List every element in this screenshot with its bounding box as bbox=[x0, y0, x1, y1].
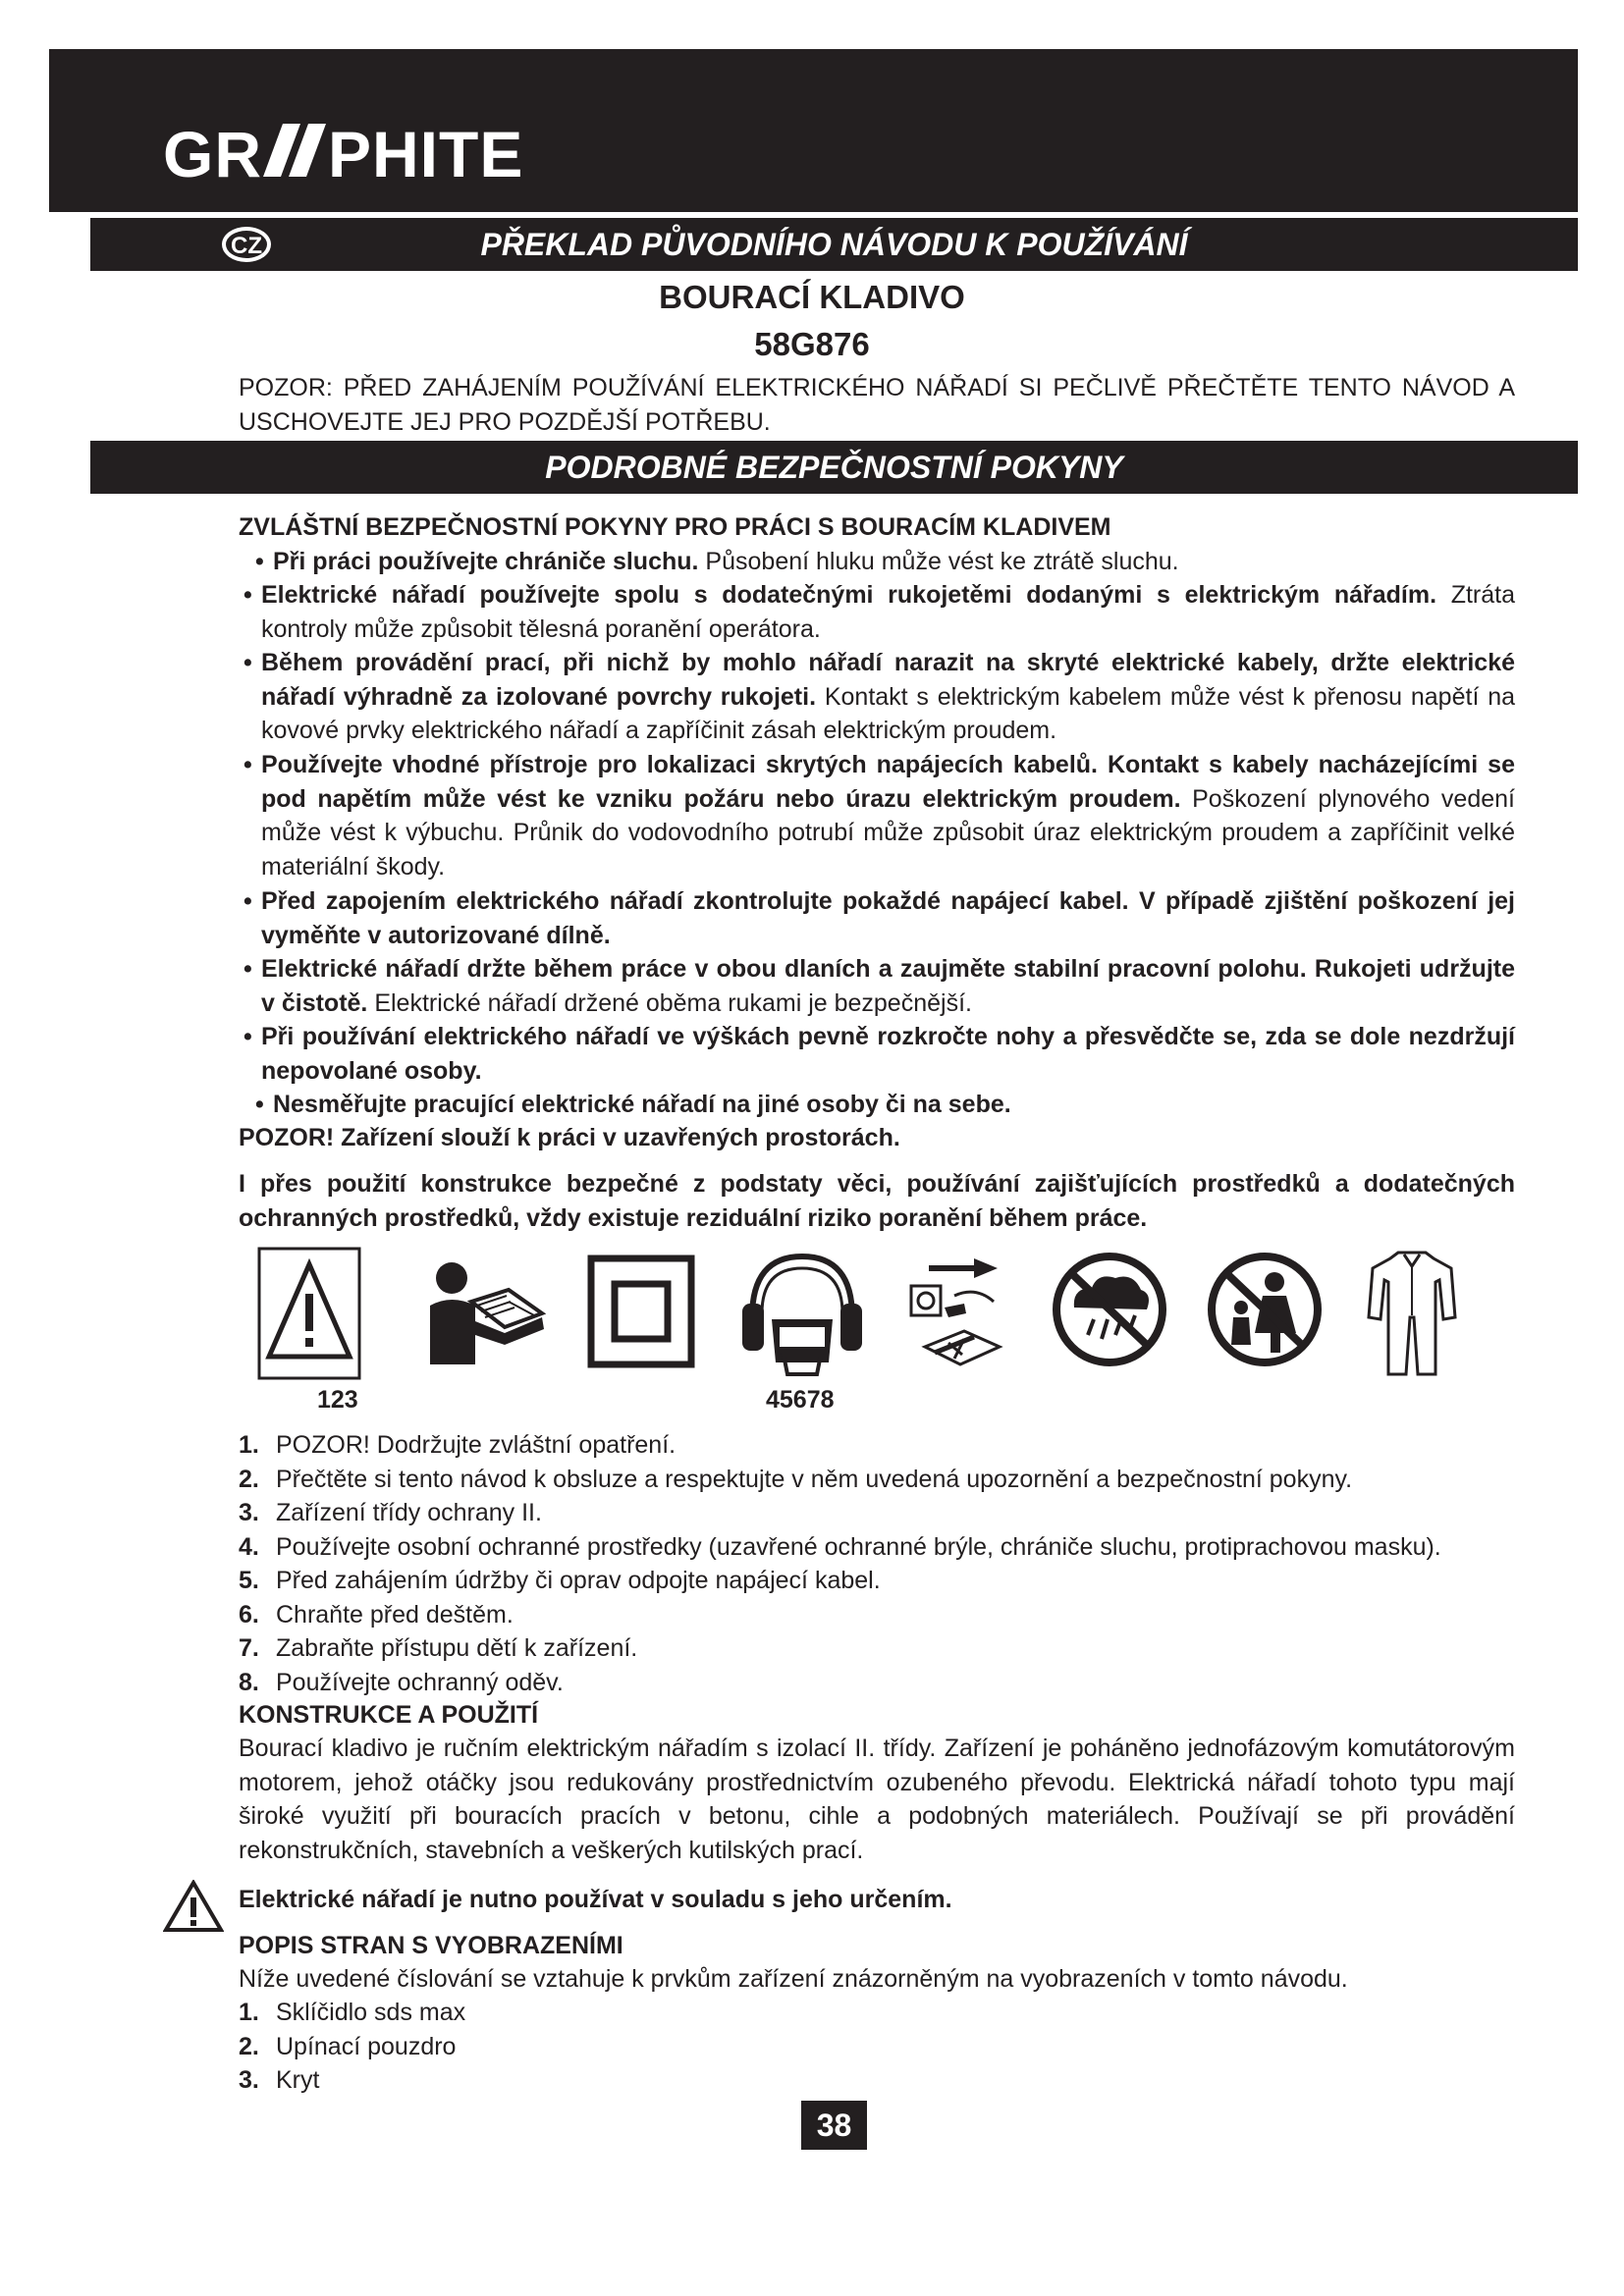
safety-title-bar bbox=[90, 441, 1578, 494]
list-item: 6. Chraňte před deštěm. bbox=[239, 1600, 514, 1629]
safety-bullet-6: • Elektrické nářadí držte během práce v obou dlaních a zaujměte stabilní pracovní polohu. Rukojeti udržujte v čistotě. Elektrické nářadí držené oběma rukami je bezpečnější. bbox=[244, 955, 1515, 1017]
protective-clothing-icon bbox=[1365, 1247, 1459, 1380]
safety-section-title: PODROBNÉ BEZPEČNOSTNÍ POKYNY bbox=[545, 449, 1123, 485]
residual-risk-note: I přes použití konstrukce bezpečné z podstaty věci, používání zajišťujících prostředků a dodatečných ochranných prostředků, vždy existuje reziduální riziko poranění během práce. bbox=[239, 1170, 1515, 1232]
list-item: 2. Přečtěte si tento návod k obsluze a respektujte v něm uvedená upozornění a bezpečnostní pokyny. bbox=[239, 1465, 1353, 1493]
unplug-before-maintenance-icon bbox=[905, 1256, 1013, 1372]
keep-children-away-icon bbox=[1206, 1251, 1324, 1368]
description-heading: POPIS STRAN S VYOBRAZENÍMI bbox=[239, 1932, 623, 1959]
list-item: 3. Kryt bbox=[239, 2066, 320, 2094]
translation-title: PŘEKLAD PŮVODNÍHO NÁVODU K POUŽÍVÁNÍ bbox=[480, 226, 1188, 262]
svg-text:PHITE: PHITE bbox=[328, 118, 524, 187]
class-ii-insulation-icon bbox=[587, 1255, 695, 1368]
warning-triangle-small-icon bbox=[163, 1880, 224, 1933]
pictogram-label-right: 45678 bbox=[766, 1386, 835, 1414]
list-item: 4. Používejte osobní ochranné prostředky (uzavřené ochranné brýle, chrániče sluchu, protiprachovou masku). bbox=[239, 1532, 1441, 1561]
safety-bullet-7: • Při používání elektrického nářadí ve výškách pevně rozkročte nohy a přesvědčte se, zda se dole nezdržují nepovolané osoby. bbox=[244, 1023, 1515, 1085]
no-rain-icon bbox=[1051, 1251, 1168, 1368]
pictogram-legend bbox=[239, 1428, 1554, 1699]
list-item: 2. Upínací pouzdro bbox=[239, 2032, 457, 2060]
warning-line-2: USCHOVEJTE JEJ PRO POZDĚJŠÍ POTŘEBU. bbox=[239, 408, 771, 436]
pictogram-row bbox=[257, 1247, 1465, 1384]
list-item: 1. Sklíčidlo sds max bbox=[239, 1999, 466, 2026]
graphite-logo bbox=[163, 118, 595, 187]
list-item: 3. Zařízení třídy ochrany II. bbox=[239, 1499, 542, 1526]
list-item: 5. Před zahájením údržby či oprav odpojte napájecí kabel. bbox=[239, 1567, 881, 1594]
svg-text:CZ: CZ bbox=[231, 233, 262, 259]
cz-language-badge bbox=[220, 225, 273, 264]
safety-bullet-8: • Nesměřujte pracující elektrické nářadí na jiné osoby či na sebe. bbox=[255, 1091, 1011, 1118]
pictogram-label-left: 123 bbox=[317, 1386, 358, 1414]
description-intro: Níže uvedené číslování se vztahuje k prvkům zařízení znázorněným na vyobrazeních v tomto návodu. bbox=[239, 1965, 1348, 1993]
page-number bbox=[801, 2101, 867, 2150]
warning-line-1: POZOR: PŘED ZAHÁJENÍM POUŽÍVÁNÍ ELEKTRICKÉHO NÁŘADÍ SI PEČLIVĚ PŘEČTĚTE TENTO NÁVOD A bbox=[239, 374, 1515, 401]
product-name: BOURACÍ KLADIVO bbox=[659, 279, 965, 315]
product-model: 58G876 bbox=[754, 326, 870, 362]
translation-title-bar bbox=[90, 218, 1578, 271]
svg-text:GR: GR bbox=[163, 118, 262, 187]
safety-bullet-5: • Před zapojením elektrického nářadí zkontrolujte pokaždé napájecí kabel. V případě zjištění poškození jej vyměňte v autorizované dílně. bbox=[244, 887, 1515, 949]
parts-list bbox=[239, 1996, 1554, 2098]
safety-subheading: ZVLÁŠTNÍ BEZPEČNOSTNÍ POKYNY PRO PRÁCI S BOURACÍM KLADIVEM bbox=[239, 513, 1111, 541]
construction-text: Bourací kladivo je ručním elektrickým nářadím s izolací II. třídy. Zařízení je poháněno jednofázovým komutátorovým motorem, jehož otáčky jsou redukovány prostřednictvím ozubeného převodu. Elektrická nářadí tohoto typu mají široké využití při bouracích pracích v betonu, cihle a podobných materiálech. Používají se při provádění rekonstrukčních, stavebních a veškerých kutilských prací. bbox=[239, 1735, 1515, 1864]
safety-bullet-2: • Elektrické nářadí používejte spolu s dodatečnými rukojetěmi dodanými s elektrickým nářadím. Ztráta kontroly může způsobit tělesná poranění operátora. bbox=[244, 581, 1515, 643]
list-item: 1. POZOR! Dodržujte zvláštní opatření. bbox=[239, 1431, 677, 1459]
safety-bullet-4: • Používejte vhodné přístroje pro lokalizaci skrytých napájecích kabelů. Kontakt s kabely nacházejícími se pod napětím může vést ke vzniku požáru nebo úrazu elektrickým proudem. Poškození plynového vedení může vést k výbuchu. Průnik do vodovodního potrubí může způsobit úraz elektrickým proudem a zapříčinit velké materiální škody. bbox=[244, 751, 1515, 881]
read-manual-icon bbox=[422, 1256, 548, 1366]
warning-triangle-icon bbox=[257, 1247, 361, 1380]
intended-use-warning: Elektrické nářadí je nutno používat v souladu s jeho určením. bbox=[239, 1886, 952, 1913]
safety-bullet-1: • Při práci používejte chrániče sluchu. Působení hluku může vést ke ztrátě sluchu. bbox=[255, 548, 1179, 575]
safety-bullet-3: • Během provádění prací, při nichž by mohlo nářadí narazit na skryté elektrické kabely, držte elektrické nářadí výhradně za izolované povrchy rukojeti. Kontakt s elektrickým kabelem může vést k přenosu napětí na kovové prvky elektrického nářadí a zapříčinit zásah elektrickým proudem. bbox=[244, 649, 1515, 744]
construction-heading: KONSTRUKCE A POUŽITÍ bbox=[239, 1701, 539, 1729]
page-number-text: 38 bbox=[816, 2107, 852, 2143]
indoor-use-note: POZOR! Zařízení slouží k práci v uzavřených prostorách. bbox=[239, 1124, 900, 1151]
protective-equipment-icon bbox=[738, 1249, 866, 1378]
list-item: 8. Používejte ochranný oděv. bbox=[239, 1668, 564, 1696]
list-item: 7. Zabraňte přístupu dětí k zařízení. bbox=[239, 1634, 638, 1662]
